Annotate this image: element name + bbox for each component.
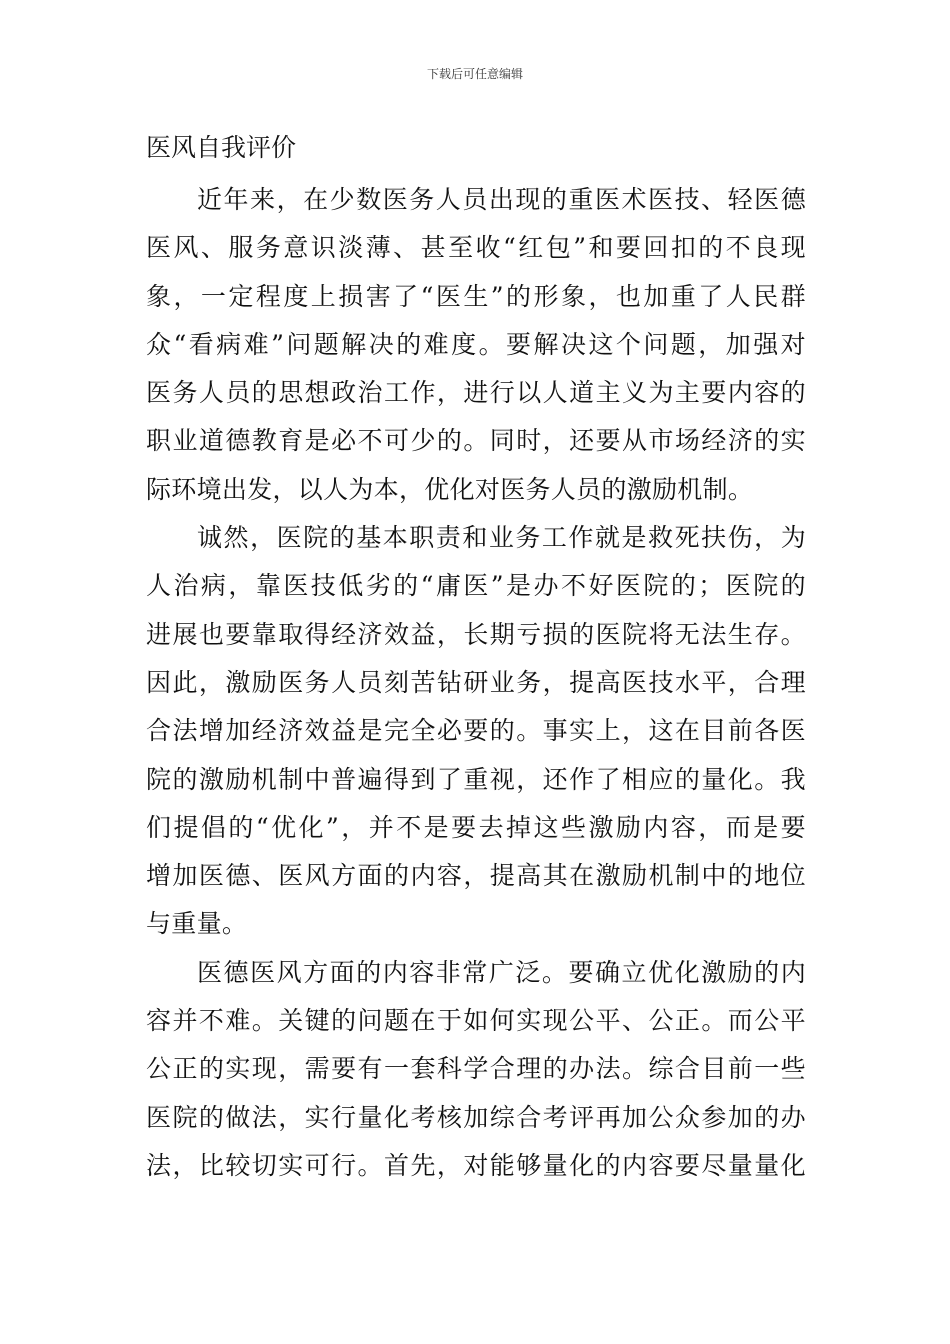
text-line: 因此，激励医务人员刻苦钻研业务，提高医技水平，合理 (146, 667, 806, 697)
text-line: 与重量。 (146, 909, 248, 939)
text-line: 法，比较切实可行。首先，对能够量化的内容要尽量量化 (146, 1150, 806, 1180)
text-line: 医院的做法，实行量化考核加综合考评再加公众参加的办 (146, 1102, 806, 1132)
text-line: 院的激励机制中普遍得到了重视，还作了相应的量化。我 (146, 764, 806, 794)
text-line: 进展也要靠取得经济效益，长期亏损的医院将无法生存。 (146, 619, 806, 649)
page-header-note: 下载后可任意编辑 (426, 67, 523, 81)
text-line: 医德医风方面的内容非常广泛。要确立优化激励的内 (197, 957, 806, 987)
text-line: 合法增加经济效益是完全必要的。事实上，这在目前各医 (146, 716, 806, 746)
text-line: 容并不难。关键的问题在于如何实现公平、公正。而公平 (146, 1006, 806, 1036)
paragraph (146, 955, 806, 1196)
text-line: 公正的实现，需要有一套科学合理的办法。综合目前一些 (146, 1054, 806, 1084)
document-body (146, 182, 806, 1196)
text-line: 职业道德教育是必不可少的。同时，还要从市场经济的实 (146, 426, 806, 456)
text-line: 医务人员的思想政治工作，进行以人道主义为主要内容的 (146, 378, 806, 408)
text-line: 际环境出发，以人为本，优化对医务人员的激励机制。 (146, 474, 754, 504)
text-line: 众“看病难”问题解决的难度。要解决这个问题，加强对 (146, 329, 806, 359)
text-line: 诚然，医院的基本职责和业务工作就是救死扶伤，为 (197, 523, 806, 553)
text-line: 近年来，在少数医务人员出现的重医术医技、轻医德 (197, 185, 806, 214)
paragraph (146, 182, 806, 520)
text-line: 们提倡的“优化”，并不是要去掉这些激励内容，而是要 (146, 812, 806, 842)
text-line: 人治病，靠医技低劣的“庸医”是办不好医院的；医院的 (146, 571, 806, 601)
text-line: 增加医德、医风方面的内容，提高其在激励机制中的地位 (146, 861, 806, 891)
document-title: 医风自我评价 (146, 133, 297, 162)
paragraph (146, 520, 806, 955)
text-line: 医风、服务意识淡薄、甚至收“红包”和要回扣的不良现 (146, 233, 806, 263)
text-line: 象，一定程度上损害了“医生”的形象，也加重了人民群 (146, 281, 806, 311)
